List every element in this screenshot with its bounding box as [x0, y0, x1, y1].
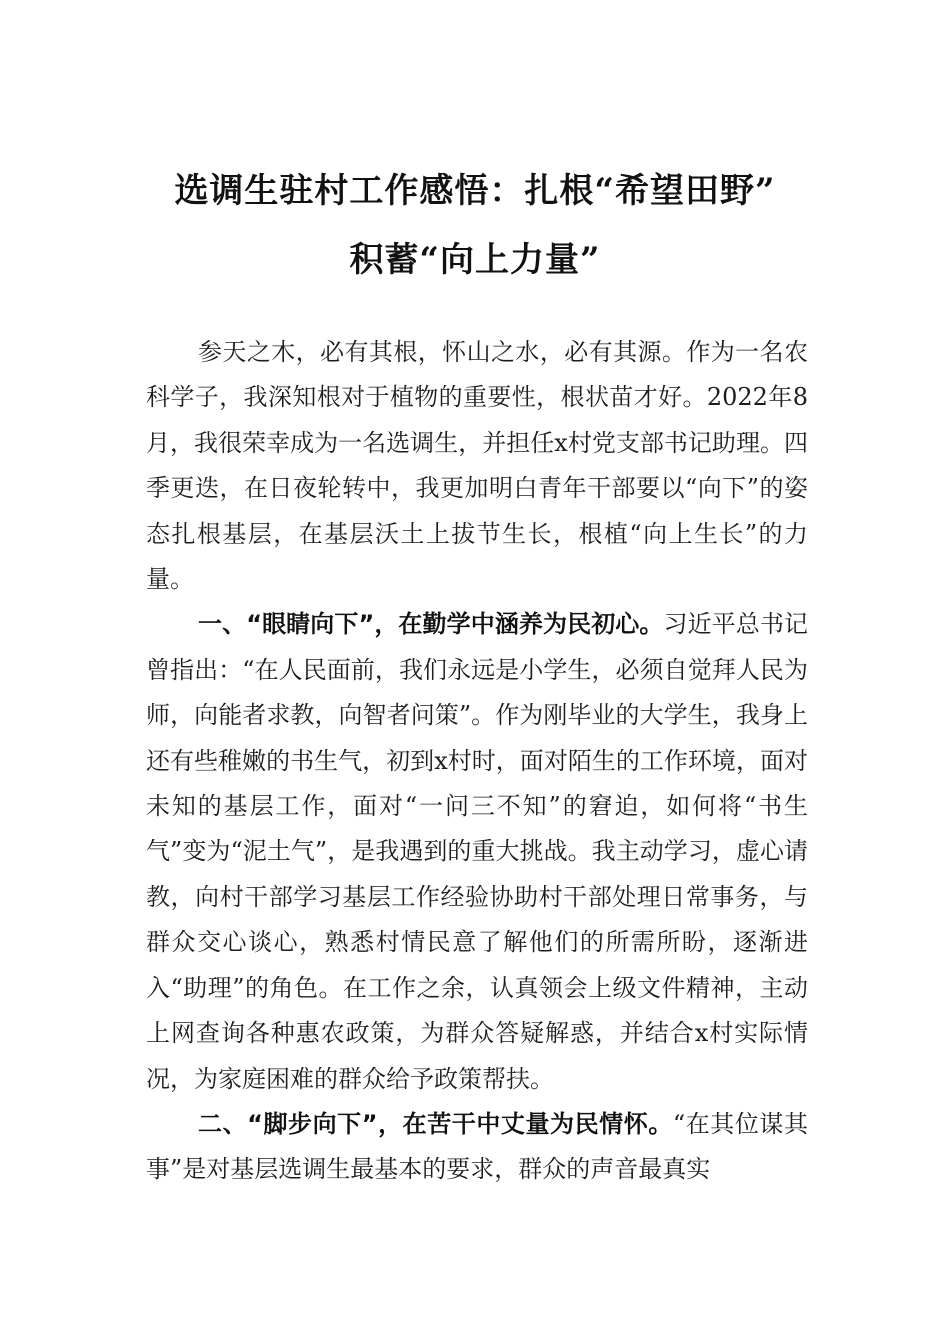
section-heading: 二、“脚步向下”，在苦干中丈量为民情怀。: [198, 1109, 673, 1138]
document-body: [146, 330, 808, 1193]
paragraph-text: 参天之木，必有其根，怀山之水，必有其源。作为一名农科学子，我深知根对于植物的重要性，根状苗才好。2022年8月，我很荣幸成为一名选调生，并担任x村党支部书记助理。四季更迭，在日夜轮转中，我更加明白青年干部要以“向下”的姿态扎根基层，在基层沃土上拔节生长，根植“向上生长”的力量。: [146, 338, 808, 594]
paragraph-text: “在其位谋其事”是对基层选调生最基本的要求，群众的声音最真实: [146, 1109, 808, 1184]
document-title-line2: 积蓄“向上力量”: [349, 240, 601, 280]
paragraph-intro: [146, 330, 808, 602]
section-heading: 一、“眼睛向下”，在勤学中涵养为民初心。: [198, 610, 664, 639]
paragraph-section-1: [146, 602, 808, 1101]
paragraph-section-2: [146, 1102, 808, 1193]
paragraph-text: 习近平总书记曾指出：“在人民面前，我们永远是小学生，必须自觉拜人民为师，向能者求教，向智者问策”。作为刚毕业的大学生，我身上还有些稚嫩的书生气，初到x村时，面对陌生的工作环境，面对未知的基层工作，面对“一问三不知”的窘迫，如何将“书生气”变为“泥土气”，是我遇到的重大挑战。我主动学习，虚心请教，向村干部学习基层工作经验协助村干部处理日常事务，与群众交心谈心，熟悉村情民意了解他们的所需所盼，逐渐进入“助理”的角色。在工作之余，认真领会上级文件精神，主动上网查询各种惠农政策，为群众答疑解惑，并结合x村实际情况，为家庭困难的群众给予政策帮扶。: [146, 610, 809, 1093]
document-title-line1: 选调生驻村工作感悟：扎根“希望田野”: [174, 171, 776, 211]
